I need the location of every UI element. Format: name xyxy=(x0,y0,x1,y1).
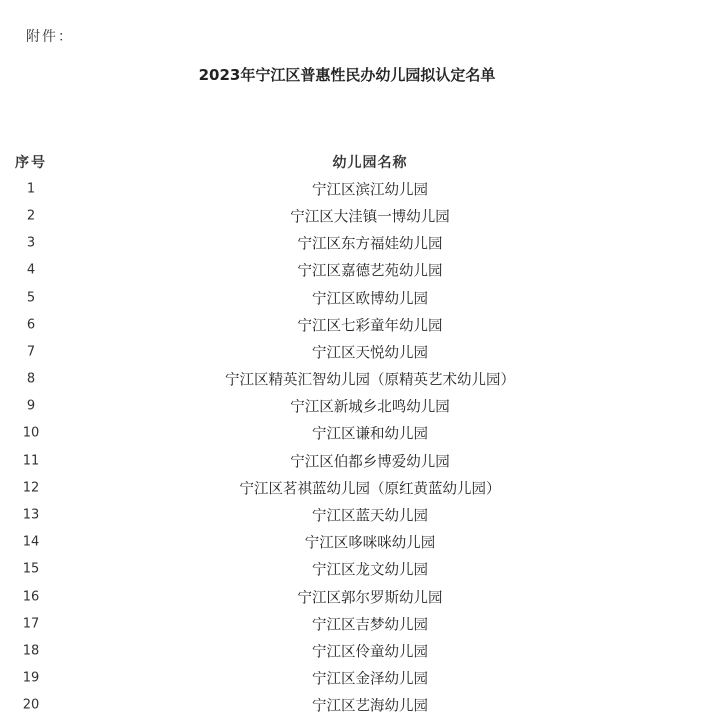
row-kindergarten-name: 宁江区欧博幼儿园 xyxy=(312,291,428,308)
row-kindergarten-name: 宁江区蓝天幼儿园 xyxy=(312,508,428,525)
row-kindergarten-name: 宁江区天悦幼儿园 xyxy=(312,345,428,362)
row-index: 5 xyxy=(26,290,36,306)
table-row xyxy=(0,637,717,664)
header-index: 序号 xyxy=(15,154,47,171)
row-kindergarten-name: 宁江区谦和幼儿园 xyxy=(312,426,428,443)
row-kindergarten-name: 宁江区茗祺蓝幼儿园（原红黄蓝幼儿园） xyxy=(239,481,501,498)
row-index: 17 xyxy=(22,616,40,632)
row-index: 18 xyxy=(22,643,40,659)
row-kindergarten-name: 宁江区东方福娃幼儿园 xyxy=(297,236,443,253)
row-index: 9 xyxy=(26,398,36,414)
row-index: 10 xyxy=(22,425,40,441)
table-row xyxy=(0,474,717,501)
row-index: 20 xyxy=(22,697,40,713)
table-row xyxy=(0,366,717,393)
table-row xyxy=(0,338,717,365)
row-index: 19 xyxy=(22,670,40,686)
row-index: 11 xyxy=(22,453,40,469)
table-row xyxy=(0,420,717,447)
table-row xyxy=(0,230,717,257)
row-kindergarten-name: 宁江区伶童幼儿园 xyxy=(312,644,428,661)
table-row xyxy=(0,692,717,719)
table-row xyxy=(0,529,717,556)
row-kindergarten-name: 宁江区滨江幼儿园 xyxy=(312,182,428,199)
table-row xyxy=(0,583,717,610)
row-index: 1 xyxy=(26,181,36,197)
row-kindergarten-name: 宁江区嘉德艺苑幼儿园 xyxy=(297,263,443,280)
table-row xyxy=(0,175,717,202)
row-kindergarten-name: 宁江区龙文幼儿园 xyxy=(312,562,428,579)
row-index: 6 xyxy=(26,317,36,333)
row-index: 3 xyxy=(26,235,36,251)
row-kindergarten-name: 宁江区金泽幼儿园 xyxy=(312,671,428,688)
row-index: 15 xyxy=(22,561,40,577)
header-name: 幼儿园名称 xyxy=(332,154,408,171)
row-kindergarten-name: 宁江区伯都乡博爱幼儿园 xyxy=(290,454,450,471)
row-kindergarten-name: 宁江区新城乡北鸣幼儿园 xyxy=(290,399,450,416)
table-row xyxy=(0,447,717,474)
row-index: 8 xyxy=(26,371,36,387)
table-row xyxy=(0,393,717,420)
row-kindergarten-name: 宁江区精英汇智幼儿园（原精英艺术幼儿园） xyxy=(225,372,515,389)
table-row xyxy=(0,610,717,637)
row-index: 2 xyxy=(26,208,36,224)
table-body xyxy=(0,175,717,719)
table-row xyxy=(0,284,717,311)
table-row xyxy=(0,202,717,229)
table-header-row xyxy=(0,148,717,175)
row-index: 16 xyxy=(22,589,40,605)
row-index: 13 xyxy=(22,507,40,523)
row-kindergarten-name: 宁江区七彩童年幼儿园 xyxy=(297,318,443,335)
table-row xyxy=(0,556,717,583)
row-index: 7 xyxy=(26,344,36,360)
table-row xyxy=(0,311,717,338)
row-index: 12 xyxy=(22,480,40,496)
attachment-label: 附件： xyxy=(26,29,74,45)
document-title: 2023年宁江区普惠性民办幼儿园拟认定名单 xyxy=(198,66,496,84)
row-kindergarten-name: 宁江区吉梦幼儿园 xyxy=(312,617,428,634)
table-row xyxy=(0,501,717,528)
kindergarten-list-table xyxy=(0,148,717,719)
row-kindergarten-name: 宁江区郭尔罗斯幼儿园 xyxy=(297,590,443,607)
row-kindergarten-name: 宁江区艺海幼儿园 xyxy=(312,698,428,715)
table-row xyxy=(0,257,717,284)
row-kindergarten-name: 宁江区大洼镇一博幼儿园 xyxy=(290,209,450,226)
row-kindergarten-name: 宁江区哆咪咪幼儿园 xyxy=(304,535,436,552)
table-row xyxy=(0,665,717,692)
row-index: 14 xyxy=(22,534,40,550)
row-index: 4 xyxy=(26,262,36,278)
